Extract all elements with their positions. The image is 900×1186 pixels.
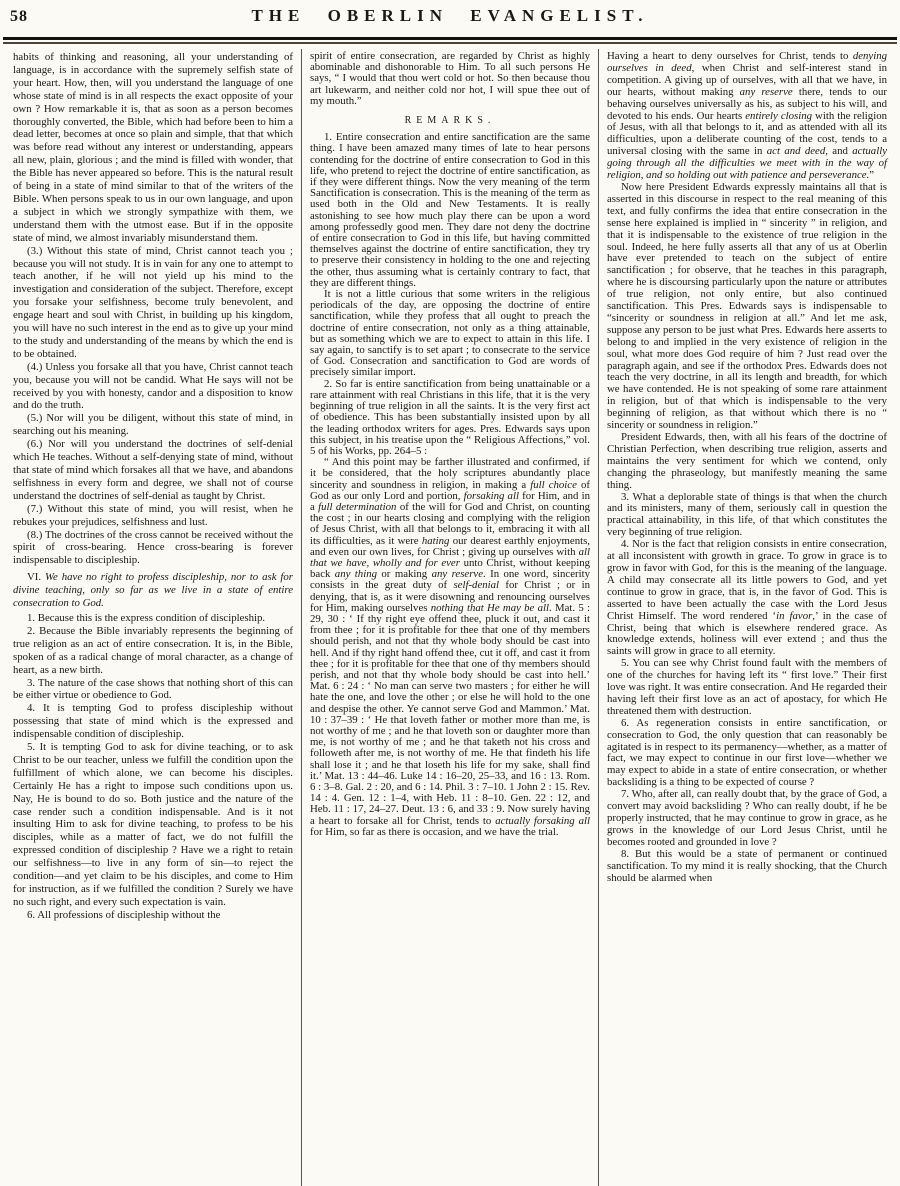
paragraph: (7.) Without this state of mind, you will resist, when he rebukes your prejudices, selfishness and lust. [13,502,293,528]
paragraph: 2. Because the Bible invariably represents the beginning of true religion as an act of entire consecration. It is, in the Bible, spoken of as a radical change of moral character, as a change of heart, as a new birth. [13,624,293,676]
paragraph: 3. What a deplorable state of things is that when the church and its ministers, many of them, seriously call in question the practical attainability, in this life, of that which constitutes the very beginning of true religion. [607,490,887,539]
paragraph: 3. The nature of the case shows that nothing short of this can be either virtue or obedience to God. [13,676,293,702]
header-rule [3,37,897,44]
paragraph: 4. Nor is the fact that religion consists in entire consecration, at all inconsistent with growth in grace. To grow in grace is to grow in favor with God, for this is the meaning of the language. A child may consecrate all its little powers to God, and yet continue to grow in grace, that is, in the favor of God. This is asserted to have been actually the case with the Lord Jesus Christ Himself. The word rendered ‘in favor,’ in the case of Christ, being that which is elsewhere rendered grace. As knowledge extends, holiness will ever extend ; and thus the saints will grow in grace to all eternity. [607,538,888,658]
masthead [0,0,900,34]
masthead-title: THE OBERLIN EVANGELIST. [251,6,649,25]
paragraph: 4. It is tempting God to profess discipleship without possessing that state of mind which is the expressed and indispensable condition of discipleship. [13,702,293,741]
column-1 [5,49,301,1186]
paragraph: 1. Entire consecration and entire sanctification are the same thing. I have been amazed many times of late to hear persons contending for the doctrine of entire consecration to God in this life, who pretend to reject the doctrine of entire sanctification, as if they were different things. Now the very meaning of the term Sanctification is consecration. This is the meaning of the term as used both in the Old and New Testaments. It is really astonishing to see how much play there can be upon a word among professedly good men. They dare not deny the doctrine of entire consecration to God in this life, but having committed themselves against the doctrine of entire sanctification, they try to preserve their consistency in holding to the one and rejecting the other, thus assuming what is certainly contrary to fact, that they are different things. [310,131,590,289]
paragraph: President Edwards, then, with all his fears of the doctrine of Christian Perfection, when describing true religion, asserts and maintains the very sentiment for which we contend, only changing the phraseology, but manifestly meaning the same thing. [607,431,887,491]
paragraph: Having a heart to deny ourselves for Christ, tends to denying ourselves in deed, when Christ and self-interest stand in competition. A giving up of ourselves, with all that we have, in our hearts, without making any reserve there, tends to our behaving ourselves universally as his, as subject to his will, and devoted to his ends. Our hearts entirely closing with the religion of Jesus, with all that belongs to it, and as attended with all its difficulties, upon a deliberate counting of the cost, tends to a universal closing with the same in act and deed, and actually going through all the difficulties we meet with in the way of religion, and so holding out with patience and perseverance.” [607,50,888,182]
paragraph: It is not a little curious that some writers in the religious periodicals of the day, are opposing the doctrine of entire sanctification, while they profess that all ought to preach the doctrine of entire consecration, not only as a thing attainable, but as something which we are to expect to attain in this life. I say again, to sanctify is to set apart ; to consecrate to the service of God. Consecration and sanctification to God are words of precisely similar import. [310,288,590,379]
paragraph: (5.) Nor will you be diligent, without this state of mind, in searching out his meaning. [13,412,293,438]
paragraph: 5. You can see why Christ found fault with the members of one of the churches for having left its “ first love.” Their first love was right. It was entire consecration. And He regarded their having left their first love as an act of apostacy, for which He threatened them with destruction. [607,657,887,717]
paragraph: Now here President Edwards expressly maintains all that is asserted in this discourse in respect to the real meaning of this text, and fully confirms the idea that entire consecration in the sense here explained is implied in “ sincerity ” in religion, and that it is indispensable to the existence of true religion in the soul. Indeed, he here fully asserts all that any of us at Oberlin have ever pretended to teach on the subject of entire sanctification ; for observe, that he teaches in this paragraph, where he is discoursing particularly upon the nature or attributes of true religion, not only entire, but also continued sanctification. This Pres. Edwards says is indispensable to “sincerity or soundness in religion at all.” And let me ask, suppose any person to be just what Pres. Edwards here asserts to belong to and implied in the very existence of religion in the soul, what more does God require of him ? Just read over the paragraph again, and see if the orthodox Pres. Edwards does not teach the very doctrine, in all its length and breadth, for which we have contended. He is not speaking of some rare attainment in religion, but of that which is indispensable to the very beginning of religion, as that without which there is no “ sincerity or soundness in religion.” [607,180,887,432]
paragraph: 1. Because this is the express condition of discipleship. [27,611,266,624]
paragraph: habits of thinking and reasoning, all your understanding of language, is in accordance with the supremely selfish state of your heart. How, then, will you understand the language of one whose state of mind is in all respects the exact opposite of your own ? How remarkable it is, that as soon as a person becomes thoroughly converted, the Bible, which had before been to him a dead letter, becomes at once so plain and simple, that that which was before read without any interest or understanding, appears all new, plain, glorious ; and the mind is filled with wonder, that the Bible has never appeared so before. This is the natural result of being in a state of mind similar to that of the writers of the Bible. When persons speak to us in our own language, and upon a subject in which we strongly sympathize with them, we understand them with the utmost ease. But if in the opposite state of mind, we almost invariably misunderstand them. [13,51,293,244]
paragraph: 7. Who, after all, can really doubt that, by the grace of God, a convert may avoid backsliding ? Who can really doubt, if he be properly instructed, that he may continue to grow in grace, as he grows in the knowledge of our Lord Jesus Christ, until he becomes rooted and grounded in love ? [607,788,887,848]
paragraph: 8. But this would be a state of permanent or continued sanctification. To my mind it is really shocking, that the Church should be alarmed when [607,847,887,884]
column-3 [598,49,895,1186]
paragraph: “ And this point may be farther illustrated and confirmed, if it be considered, that the holy scriptures abundantly place sincerity and soundness in religion, in making a full choice of God as our only Lord and portion, forsaking all for Him, and in a full determination of the will for God and Christ, on counting the cost ; in our hearts closing and complying with the religion of Jesus Christ, with all that belongs to it, embracing it with all its difficulties, as it were hating our dearest earthly enjoyments, and even our own lives, for Christ ; giving up ourselves with all that we have, wholly and for ever unto Christ, without keeping back any thing or making any reserve. In one word, sincerity consists in the great duty of self-denial for Christ ; or in denying, that is, as it were disowning and renouncing ourselves for Him, making ourselves nothing that He may be all. Mat. 5 : 29, 30 : ‘ If thy right eye offend thee, pluck it out, and cast it from thee ; for it is profitable for thee that one of thy members should perish, and not that thy whole body should be cast into hell. And if thy right hand offend thee, cut it off, and cast it from thee ; for it is profitable for thee that one of thy members should perish, and not that thy whole body should be cast into hell.’ Mat. 6 : 24 : ‘ No man can serve two masters ; for either he will hate the one, and love the other ; or else he will hold to the one and despise the other. Ye cannot serve God and Mammon.’ Mat. 10 : 37–39 : ‘ He that loveth father or mother more than me, is not worthy of me ; and he that loveth son or daughter more than me, is not worthy of me ; and he that taketh not his cross and followeth after me, is not worthy of me. He that findeth his life shall lose it ; and he that loseth his life for my sake, shall find it.’ Mat. 13 : 44–46. Luke 14 : 16–20, 25–33, and 16 : 13. Rom. 6 : 3–8. Gal. 2 : 20, and 6 : 14. Phil. 3 : 7–10. 1 John 2 : 15. Rev. 14 : 4. Gen. 12 : 1–4, with Heb. 11 : 8–10. Gen. 22 : 12, and Heb. 11 : 17, 24–27. Deut. 13 : 6, and 33 : 9. Now surely having a heart to forsake all for Christ, tends to actually forsaking all for Him, so far as there is occasion, and we have the trial. [310,456,591,838]
remarks-heading: REMARKS. [404,115,496,127]
paragraph: 5. It is tempting God to ask for divine teaching, or to ask Christ to be our teacher, unless we fulfill the condition upon the fulfillment of which alone, we can become his disciples. Certainly He has a right to impose such conditions upon us. Nay, He is bound to do so. Both justice and the nature of the case render such a condition indispensable. And is it not insulting Him to ask for divine teaching, to profess to be his disciples, while as a matter of fact, we do not fulfill the expressed condition of discipleship ? Have we a right to retain our selfishness—to live in any form of sin—to reject the condition—and yet claim to be his disciples, and come to Him for instruction, as if we fulfilled the condition ? Surely we have no such right, and every such expectation is vain. [13,741,293,908]
paragraph: spirit of entire consecration, are regarded by Christ as highly abominable and dishonorable to Him. To all such persons He says, “ I would that thou wert cold or hot. So then because thou art lukewarm, and neither cold nor hot, I will spue thee out of my mouth.” [310,50,590,107]
paragraph: (3.) Without this state of mind, Christ cannot teach you ; because you will not study. It is in vain for any one to attempt to teach another, if he will not yield up his mind to the investigation and consideration of the subject. Therefore, except you forsake your selfishness, become truly benevolent, and engage heart and soul with Christ, in building up his kingdom, you will have no such interest in the end as to give up your mind to the study and understanding of the means by which the end is to be obtained. [13,244,293,360]
paragraph: 6. All professions of discipleship without the [27,908,221,921]
paragraph: 2. So far is entire sanctification from being unattainable or a rare attainment with real Christians in this life, that it is the very beginning of true religion in all the saints. It is the very first act of obedience. This has been substantially insisted upon by all the leading orthodox writers for ages. Pres. Edwards says upon this subject, in his treatise upon the “ Religious Affections,” vol. 5 of his Works, pp. 264–5 : [310,377,590,457]
column-2 [301,49,598,1186]
paragraph: VI. We have no right to profess discipleship, nor to ask for divine teaching, only so far as we live in a state of entire consecration to God. [13,571,293,610]
paragraph: (4.) Unless you forsake all that you have, Christ cannot teach you, because you will not be candid. What He says will not be received by you with honesty, candor and a disposition to know and do the truth. [13,360,293,412]
paragraph: (8.) The doctrines of the cross cannot be received without the spirit of cross-bearing. Hence cross-bearing is forever indispensable to discipleship. [13,528,293,567]
page-number: 58 [10,8,28,25]
columns [5,49,895,1186]
paragraph: 6. As regeneration consists in entire sanctification, or consecration to God, the only question that can reasonably be agitated is in respect to its permanency—whether, as a matter of fact, we may expect to continue in our first love—whether we may expect to abide in a state of entire consecration, or whether backsliding is a thing to be expected of course ? [607,716,887,789]
paragraph: (6.) Nor will you understand the doctrines of self-denial which He teaches. Without a self-denying state of mind, without that state of mind which forsakes all that we have, and abandons selfishness in every form and degree, we shall not of course understand the doctrines of self-denial as taught by Christ. [13,438,293,502]
